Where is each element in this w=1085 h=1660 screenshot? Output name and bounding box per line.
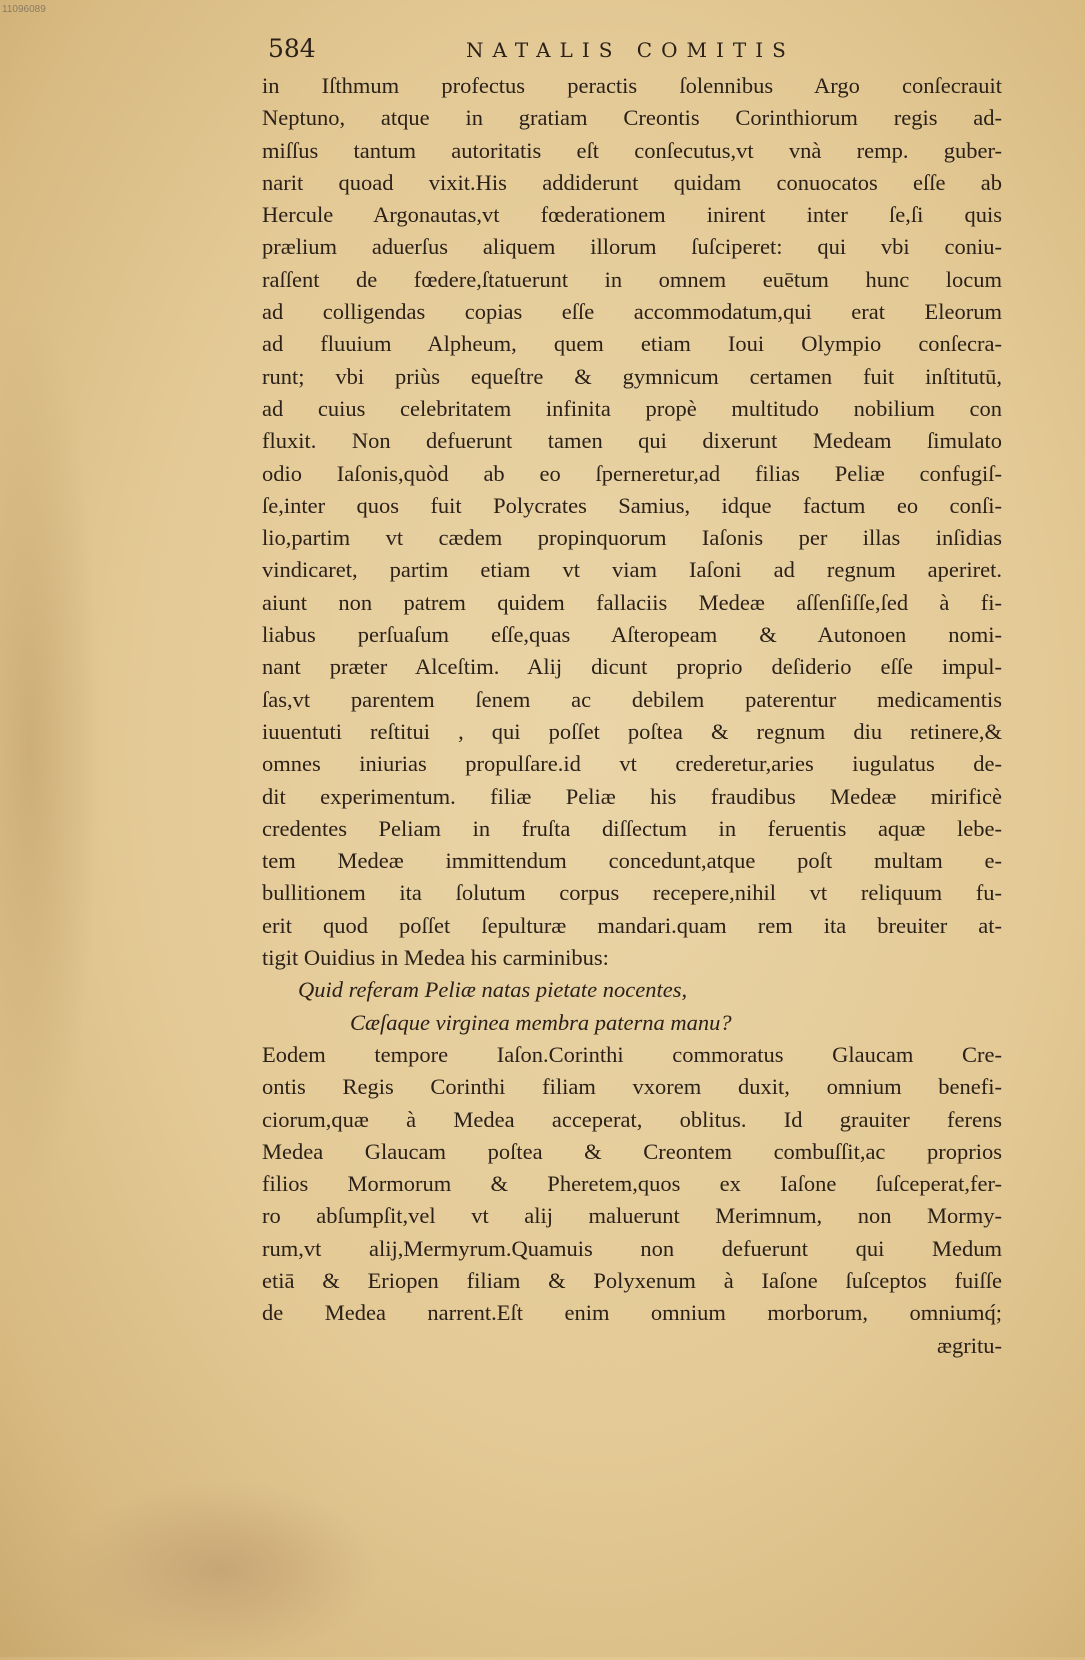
page-header <box>268 34 813 68</box>
scan-id: 11096089 <box>2 4 46 15</box>
body-text <box>262 70 1002 1362</box>
text-line: credentes Peliam in fruſta diſſectum in feruentis aquæ lebe- <box>262 815 1002 841</box>
running-title: NATALIS COMITIS <box>466 38 795 62</box>
text-line: ad fluuium Alpheum, quem etiam Ioui Olympio conſecra- <box>262 331 1002 357</box>
text-line: lio,partim vt cædem propinquorum Iaſonis per illas inſidias <box>262 525 1002 551</box>
text-line: runt; vbi priùs equeſtre & gymnicum certamen fuit inſtitutū, <box>262 363 1002 389</box>
catchword: ægritu- <box>937 1332 1002 1358</box>
text-line: ciorum,quæ à Medea acceperat, oblitus. Id grauiter ferens <box>262 1106 1002 1132</box>
text-line: erit quod poſſet ſepulturæ mandari.quam rem ita breuiter at- <box>262 912 1002 938</box>
text-line: vindicaret, partim etiam vt viam Iaſoni ad regnum aperiret. <box>262 557 1002 583</box>
text-line: prælium aduerſus aliquem illorum ſuſciperet: qui vbi coniu- <box>262 234 1002 260</box>
text-line: in Iſthmum profectus peractis ſolennibus Argo conſecrauit <box>262 73 1002 98</box>
text-line: ontis Regis Corinthi filiam vxorem duxit, omnium benefi- <box>262 1074 1002 1100</box>
paper-stain <box>60 1480 380 1660</box>
text-line: ſas,vt parentem ſenem ac debilem paterentur medicamentis <box>262 686 1002 712</box>
paper-stain <box>0 300 100 1200</box>
text-line: Eodem tempore Iaſon.Corinthi commoratus Glaucam Cre- <box>262 1041 1002 1067</box>
text-line: iuuentuti reſtitui , qui poſſet poſtea & regnum diu retinere,& <box>262 718 1002 744</box>
text-line: liabus perſuaſum eſſe,quas Aſteropeam & Autonoen nomi- <box>262 622 1002 648</box>
text-line: ro abſumpſit,vel vt alij maluerunt Merimnum, non Mormy- <box>262 1203 1002 1229</box>
text-line: narit quoad vixit.His addiderunt quidam conuocatos eſſe ab <box>262 169 1002 195</box>
text-line: ſe,inter quos fuit Polycrates Samius, idque factum eo conſi- <box>262 492 1002 518</box>
text-line: aiunt non patrem quidem fallaciis Medeæ aſſenſiſſe,ſed à fi- <box>262 589 1002 615</box>
text-line: omnes iniurias propulſare.id vt crederetur,aries iugulatus de- <box>262 751 1002 777</box>
text-line: tigit Ouidius in Medea his carminibus: <box>262 945 609 971</box>
text-line: miſſus tantum autoritatis eſt conſecutus,vt vnà remp. guber- <box>262 137 1002 163</box>
text-line: odio Iaſonis,quòd ab eo ſperneretur,ad filias Peliæ confugiſ- <box>262 460 1002 486</box>
verse-line: Cæſaque virginea membra paterna manu? <box>350 1009 732 1035</box>
text-line: Neptuno, atque in gratiam Creontis Corinthiorum regis ad- <box>262 105 1002 131</box>
text-line: nant præter Alceſtim. Alij dicunt proprio deſiderio eſſe impul- <box>262 654 1002 680</box>
text-line: filios Mormorum & Pheretem,quos ex Iaſone ſuſceperat,fer- <box>262 1171 1002 1197</box>
text-line: fluxit. Non defuerunt tamen qui dixerunt Medeam ſimulato <box>262 428 1002 454</box>
text-line: raſſent de fœdere,ſtatuerunt in omnem euētum hunc locum <box>262 266 1002 292</box>
text-line: etiā & Eriopen filiam & Polyxenum à Iaſone ſuſceptos fuiſſe <box>262 1267 1002 1293</box>
text-line: Hercule Argonautas,vt fœderationem inirent inter ſe,ſi quis <box>262 202 1002 228</box>
verse-line: Quid referam Peliæ natas pietate nocentes, <box>298 977 688 1003</box>
text-line: Medea Glaucam poſtea & Creontem combuſſit,ac proprios <box>262 1138 1002 1164</box>
text-line: bullitionem ita ſolutum corpus recepere,nihil vt reliquum fu- <box>262 880 1002 906</box>
page-number: 584 <box>268 34 316 63</box>
text-line: rum,vt alij,Mermyrum.Quamuis non defuerunt qui Medum <box>262 1235 1002 1261</box>
text-line: tem Medeæ immittendum concedunt,atque poſt multam e- <box>262 848 1002 874</box>
text-line: dit experimentum. filiæ Peliæ his fraudibus Medeæ mirificè <box>262 783 1002 809</box>
text-line: ad cuius celebritatem infinita propè multitudo nobilium con <box>262 395 1002 421</box>
text-line: de Medea narrent.Eſt enim omnium morborum, omniumq́; <box>262 1300 1002 1326</box>
text-line: ad colligendas copias eſſe accommodatum,qui erat Eleorum <box>262 299 1002 325</box>
